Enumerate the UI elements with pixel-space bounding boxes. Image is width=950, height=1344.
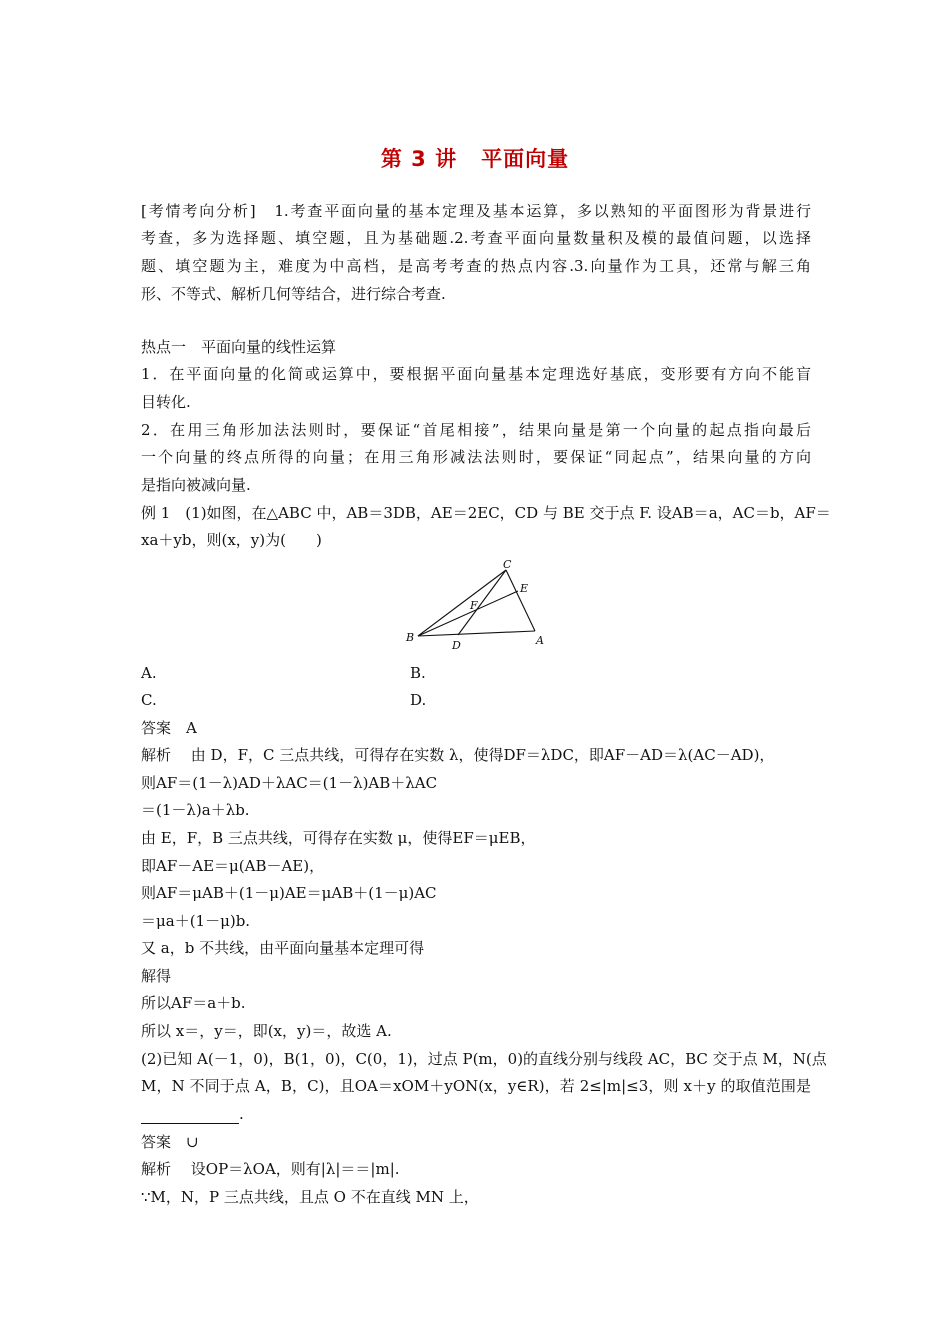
segment-be [418,591,518,636]
analysis-1-line-9: 解得 [141,967,172,985]
analysis-1-line-4: 由 E，F，B 三点共线，可得存在实数 μ，使得EF＝μEB， [141,829,536,847]
analysis-1-line-2: 则AF＝(1－λ)AD＋λAC＝(1－λ)AB＋λAC [141,774,438,792]
segment-dc [458,570,506,635]
example-line-1: 例 1 (1)如图，在△ABC 中，AB＝3DB，AE＝2EC，CD 与 BE 交于点 F. 设AB＝a，AC＝b，AF＝ [141,504,831,522]
analysis-1-line-1: 解析 由 D，F，C 三点共线，可得存在实数 λ，使得DF＝λDC，即AF－AD＝λ(AC－AD)， [141,746,775,764]
segment-ba [418,631,535,636]
problem-2-line-1: (2)已知 A(－1，0)，B(1，0)，C(0，1)，过点 P(m，0)的直线分别与线段 AC，BC 交于点 M，N(点 [141,1050,827,1068]
answer-1: 答案 A [141,719,197,737]
intro-line-2: 考查，多为选择题、填空题，且为基础题.2.考查平面向量数量积及模的最值问题，以选择 [141,229,811,247]
analysis-1-line-11: 所以 x＝，y＝，即(x，y)＝，故选 A. [141,1022,392,1040]
problem-2-line-3: . [141,1104,244,1124]
hotspot-title: 热点一 平面向量的线性运算 [141,338,337,356]
analysis-2-line-2: ∵M，N，P 三点共线，且点 O 不在直线 MN 上， [141,1188,479,1206]
analysis-2-line-1: 解析 设OP＝λOA，则有|λ|＝＝|m|. [141,1160,400,1178]
page-title: 第 3 讲 平面向量 [380,147,570,171]
problem-2-line-2: M，N 不同于点 A，B，C)，且OA＝xOM＋yON(x，y∈R)，若 2≤|m|≤3，则 x＋y 的取值范围是 [141,1077,811,1095]
intro-line-4: 形、不等式、解析几何等结合，进行综合考查. [141,285,446,303]
analysis-1-line-3: ＝(1－λ)a＋λb. [141,801,250,819]
answer-2: 答案 ∪ [141,1133,199,1151]
label-e: E [520,582,529,595]
analysis-1-line-8: 又 a，b 不共线，由平面向量基本定理可得 [141,939,425,957]
label-c: C [503,558,512,571]
label-a: A [536,634,544,647]
label-b: B [406,631,415,644]
analysis-1-line-7: ＝μa＋(1－μ)b. [141,912,251,930]
point-line-1: 1．在平面向量的化简或运算中，要根据平面向量基本定理选好基底，变形要有方向不能盲 [141,365,811,383]
option-c[interactable]: C. [141,691,157,709]
intro-line-1: [考情考向分析] 1.考查平面向量的基本定理及基本运算，多以熟知的平面图形为背景进行 [141,202,811,220]
option-b[interactable]: B. [410,664,426,682]
example-line-2: xa＋yb，则(x，y)为( ) [141,531,322,549]
option-a[interactable]: A. [141,664,157,682]
point-line-5: 是指向被减向量. [141,476,251,494]
point-line-4: 一个向量的终点所得的向量；在用三角形减法法则时，要保证“同起点”，结果向量的方向 [141,448,811,466]
point-line-2: 目转化. [141,393,191,411]
analysis-1-line-5: 即AF－AE＝μ(AB－AE)， [141,857,325,875]
triangle-figure [400,558,550,654]
segment-ca [506,570,535,631]
answer-blank[interactable] [141,1109,239,1124]
label-f: F [470,599,478,612]
intro-line-3: 题、填空题为主，难度为中高档，是高考考查的热点内容.3.向量作为工具，还常与解三角 [141,257,811,275]
point-line-3: 2．在用三角形加法法则时，要保证“首尾相接”，结果向量是第一个向量的起点指向最后 [141,421,811,439]
analysis-1-line-6: 则AF＝μAB＋(1－μ)AE＝μAB＋(1－μ)AC [141,884,437,902]
analysis-1-line-10: 所以AF＝a＋b. [141,994,246,1012]
segment-bc [418,570,506,636]
option-d[interactable]: D. [410,691,427,709]
label-d: D [452,639,461,652]
